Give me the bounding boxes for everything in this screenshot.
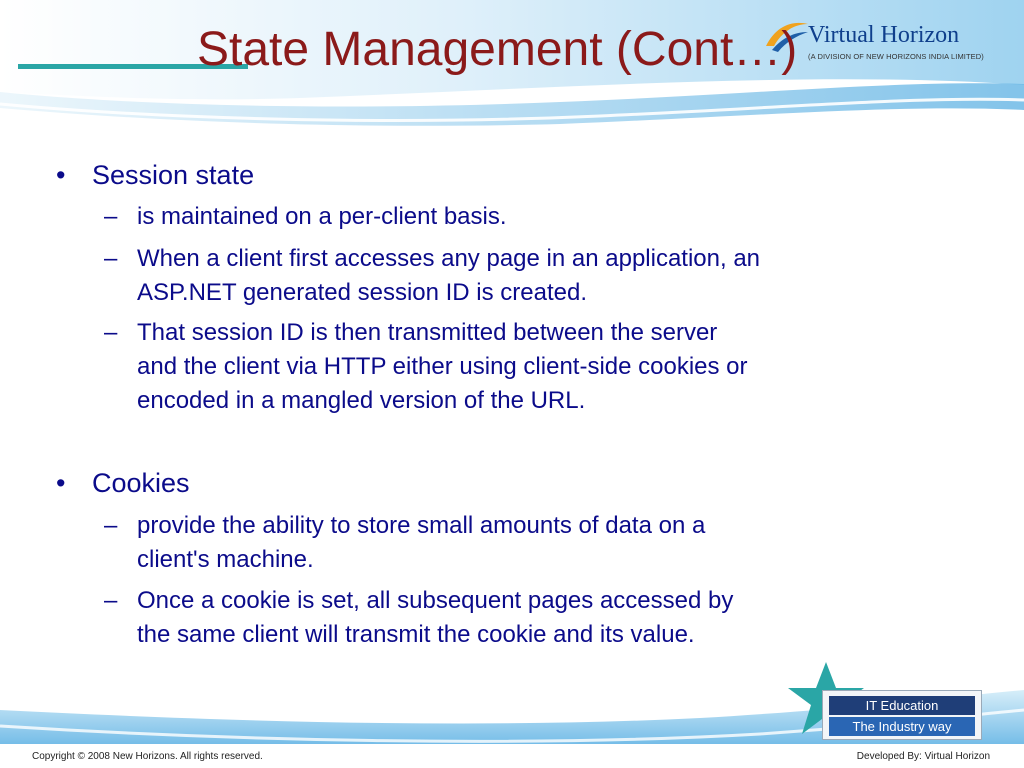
sub-bullet-line: provide the ability to store small amounts of data on a xyxy=(137,512,706,539)
footer-developer: Developed By: Virtual Horizon xyxy=(856,751,990,762)
sub-bullet-line: the same client will transmit the cookie and its value. xyxy=(137,621,695,648)
it-education-badge xyxy=(822,690,982,740)
dash-glyph: – xyxy=(104,319,118,346)
dash-glyph: – xyxy=(104,587,118,614)
dash-glyph: – xyxy=(104,512,118,539)
sub-bullet-line: ASP.NET generated session ID is created. xyxy=(137,279,588,306)
badge-line-it-education: IT Education xyxy=(829,696,975,715)
sub-bullet-line: Once a cookie is set, all subsequent pages accessed by xyxy=(137,587,734,614)
sub-bullet-line: and the client via HTTP either using client-side cookies or xyxy=(137,353,748,380)
badge-line-industry-way: The Industry way xyxy=(829,717,975,736)
logo-name: Virtual Horizon xyxy=(808,22,960,48)
logo-tagline: (A DIVISION OF NEW HORIZONS INDIA LIMITED) xyxy=(808,52,984,61)
sub-bullet-line: When a client first accesses any page in an application, an xyxy=(137,245,761,272)
slide-title: State Management (Cont…) xyxy=(197,23,798,76)
sub-bullet-line: encoded in a mangled version of the URL. xyxy=(137,387,586,414)
sub-bullet-line: client's machine. xyxy=(137,546,314,573)
footer-copyright: Copyright © 2008 New Horizons. All rights reserved. xyxy=(32,751,263,762)
bullet-heading: Session state xyxy=(92,160,255,190)
bullet-glyph: • xyxy=(56,160,66,190)
dash-glyph: – xyxy=(104,245,118,272)
sub-bullet-line: That session ID is then transmitted between the server xyxy=(137,319,718,346)
dash-glyph: – xyxy=(104,203,118,230)
sub-bullet-line: is maintained on a per-client basis. xyxy=(137,203,507,230)
bullet-glyph: • xyxy=(56,468,66,498)
bullet-heading: Cookies xyxy=(92,468,190,498)
